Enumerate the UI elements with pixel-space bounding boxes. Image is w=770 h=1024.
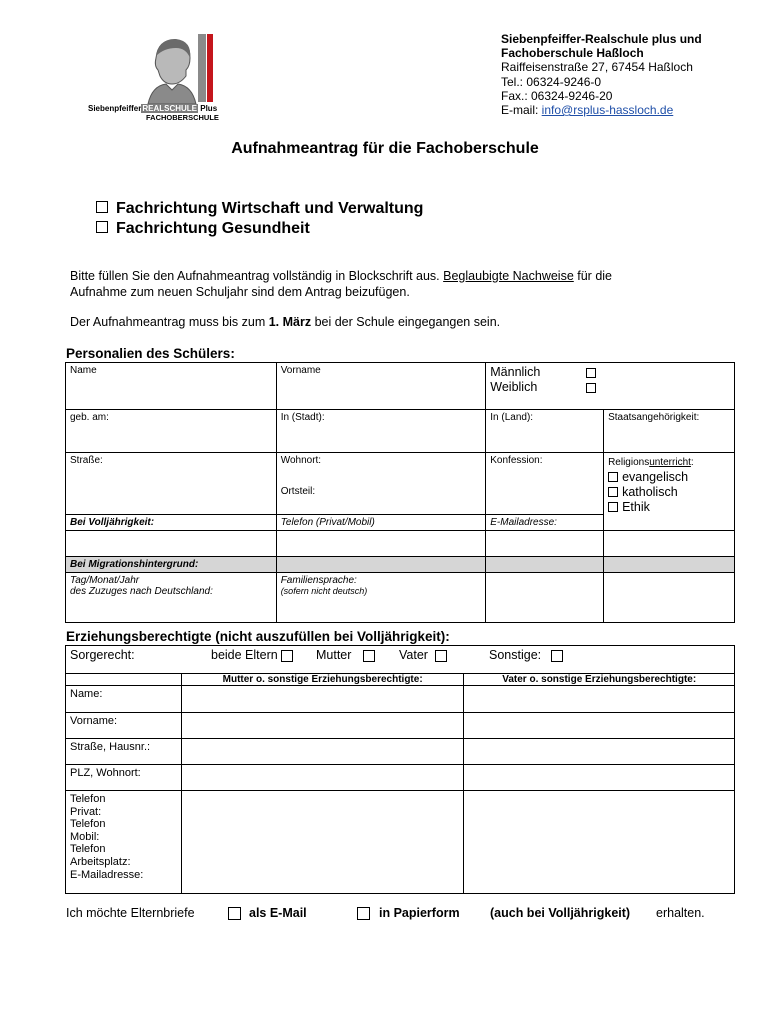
logo-red-bar (207, 34, 213, 102)
checkbox[interactable] (96, 201, 108, 213)
checkbox[interactable] (608, 487, 618, 497)
vater-name-field[interactable] (464, 686, 735, 713)
checkbox[interactable] (586, 368, 596, 378)
school-address: Siebenpfeiffer-Realschule plus und Fachoberschule Haßloch Raiffeisenstraße 27, 67454 Haßloch Tel.: 06324-9246-0 Fax.: 06324-9246-20 E-mail: info@rsplus-hassloch.de (501, 32, 702, 118)
checkbox[interactable] (435, 650, 447, 662)
vater-strasse-field[interactable] (464, 739, 735, 765)
checkbox[interactable] (586, 383, 596, 393)
section-erziehung: Erziehungsberechtigte (nicht auszufüllen bei Volljährigkeit): (66, 629, 450, 644)
deadline-paragraph: Der Aufnahmeantrag muss bis zum 1. März bei der Schule eingegangen sein. (70, 315, 501, 329)
mutter-kontakt-field[interactable] (181, 791, 464, 894)
land-field[interactable]: In (Land): (486, 410, 604, 453)
erziehung-table: Sorgerecht: beide Eltern Mutter Vater Sonstige: Mutter o. sonstige Erziehungsberechtigte: Vater o. sonstige Erziehungsberechtigte: Name: Vorname: Straße, Hausnr.: PLZ, Wohnort: Telefon Privat: Telefon Mobil: Telefon Arbeitsplatz: E-Mailadresse: (65, 645, 735, 894)
telefon-field[interactable]: Telefon (Privat/Mobil) (276, 515, 486, 531)
fachrichtung-option-2[interactable]: Fachrichtung Gesundheit (96, 220, 310, 238)
stadt-field[interactable]: In (Stadt): (276, 410, 486, 453)
familiensprache-field[interactable]: Familiensprache: (sofern nicht deutsch) (276, 573, 486, 623)
email-field[interactable]: E-Mailadresse: (486, 515, 604, 531)
strasse-field[interactable]: Straße: (66, 453, 277, 515)
school-logo (84, 34, 234, 124)
email-link[interactable]: info@rsplus-hassloch.de (541, 103, 674, 118)
evangelisch-option[interactable]: evangelisch (608, 470, 730, 485)
checkbox[interactable] (608, 472, 618, 482)
zuzug-field[interactable]: Tag/Monat/Jahr des Zuzuges nach Deutschland: (66, 573, 277, 623)
wohnort-field[interactable]: Wohnort: Ortsteil: (276, 453, 486, 515)
mutter-name-field[interactable] (181, 686, 464, 713)
fachrichtung-option-1[interactable]: Fachrichtung Wirtschaft und Verwaltung (96, 200, 423, 218)
mutter-vorname-field[interactable] (181, 713, 464, 739)
logo-text-line1: SiebenpfeifferREALSCHULE Plus (88, 104, 218, 113)
logo-text-line2: FACHOBERSCHULE (146, 113, 219, 122)
papier-checkbox[interactable] (357, 907, 370, 920)
staat-field[interactable]: Staatsangehörigkeit: (604, 410, 735, 453)
checkbox[interactable] (551, 650, 563, 662)
page-title: Aufnahmeantrag für die Fachoberschule (231, 140, 539, 157)
section-personalien: Personalien des Schülers: (66, 346, 235, 361)
elternbriefe-line: Ich möchte Elternbriefe als E-Mail in Papierform (auch bei Volljährigkeit) erhalten. (66, 906, 705, 920)
katholisch-option[interactable]: katholisch (608, 485, 730, 500)
vater-kontakt-field[interactable] (464, 791, 735, 894)
geb-field[interactable]: geb. am: (66, 410, 277, 453)
vater-vorname-field[interactable] (464, 713, 735, 739)
weiblich-option[interactable]: Weiblich (490, 380, 599, 395)
personalien-table: Name Vorname Männlich Weiblich geb. am: In (Stadt): In (Land): Staatsangehörigkeit: Straße: Wohnort: Ortsteil: Konfession: Religionsunterricht: evangelisch katholisch Ethik Bei Volljährigkeit: Telefon (Privat/Mobil) E-Mailadresse: Bei Migrationshintergrund: Tag/Monat/Jahr des Zuzuges nach Deutschland: Familiensprache: (sofern nicht deutsch) (65, 362, 735, 623)
checkbox[interactable] (96, 221, 108, 233)
portrait-icon (146, 36, 198, 104)
vater-option[interactable]: Vater (399, 648, 447, 662)
mutter-option[interactable]: Mutter (316, 648, 375, 662)
mutter-plz-field[interactable] (181, 765, 464, 791)
vorname-field[interactable]: Vorname (276, 363, 486, 410)
konfession-field[interactable]: Konfession: (486, 453, 604, 515)
logo-grey-bar (198, 34, 206, 102)
mutter-strasse-field[interactable] (181, 739, 464, 765)
sonstige-option[interactable]: Sonstige: (489, 648, 563, 662)
intro-paragraph: Bitte füllen Sie den Aufnahmeantrag vollständig in Blockschrift aus. Beglaubigte Nachweise für die Aufnahme zum neuen Schuljahr sind dem Antrag beizufügen. (70, 269, 612, 299)
vater-plz-field[interactable] (464, 765, 735, 791)
checkbox[interactable] (281, 650, 293, 662)
checkbox[interactable] (363, 650, 375, 662)
email-checkbox[interactable] (228, 907, 241, 920)
checkbox[interactable] (608, 502, 618, 512)
maennlich-option[interactable]: Männlich (490, 365, 599, 380)
beide-eltern-option[interactable]: beide Eltern (211, 648, 293, 662)
ethik-option[interactable]: Ethik (608, 500, 730, 515)
name-field[interactable]: Name (66, 363, 277, 410)
